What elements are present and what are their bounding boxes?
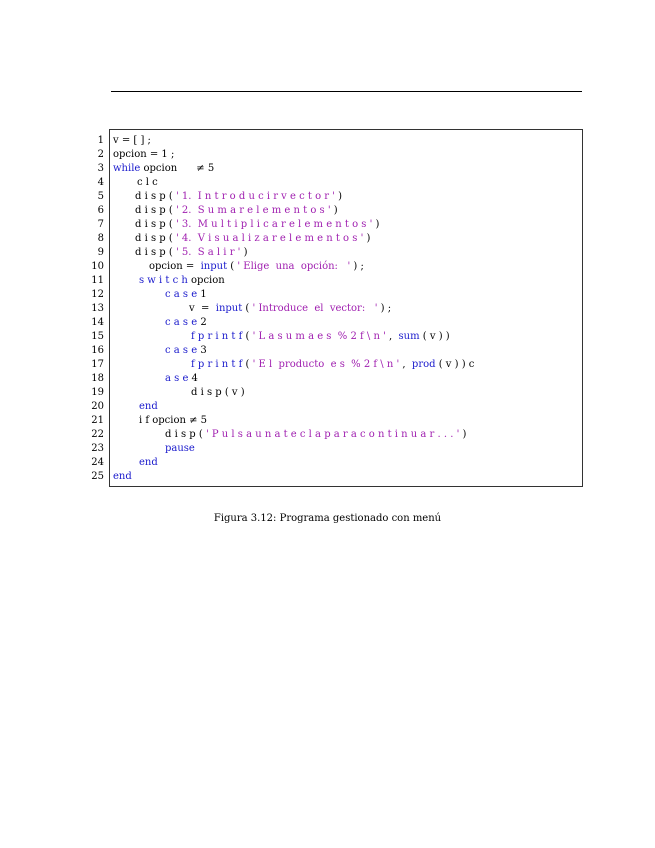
- code-token: ): [372, 219, 380, 230]
- code-line: [91, 400, 582, 414]
- code-token: ): [335, 191, 343, 202]
- line-number: 24: [91, 457, 104, 468]
- line-number: 12: [91, 289, 104, 300]
- line-number: 17: [91, 359, 104, 370]
- line-number: 16: [91, 345, 104, 356]
- keyword: prod: [411, 359, 436, 370]
- code-text: [165, 316, 207, 330]
- string-literal: ' Introduce el vector: ': [252, 303, 378, 314]
- code-line: [91, 428, 582, 442]
- code-text: [113, 470, 132, 484]
- code-token: d i s p (: [135, 247, 176, 258]
- code-line: [97, 232, 582, 246]
- code-token: d i s p (: [135, 219, 176, 230]
- code-token: i f opcion ≠ 5: [139, 415, 208, 426]
- line-number: 3: [97, 163, 104, 174]
- code-token: opcion: [187, 275, 225, 286]
- line-number: 14: [91, 317, 104, 328]
- keyword: f p r i n t f: [191, 359, 243, 370]
- code-line: [91, 288, 582, 302]
- code-token: (: [242, 359, 253, 370]
- code-line: [91, 414, 582, 428]
- line-number: 18: [91, 373, 104, 384]
- line-number: 22: [91, 429, 104, 440]
- top-rule: [111, 91, 582, 92]
- line-number: 10: [91, 261, 104, 272]
- code-line: [91, 316, 582, 330]
- line-number: 6: [97, 205, 104, 216]
- keyword: input: [215, 303, 243, 314]
- code-line: [91, 358, 582, 372]
- code-text: [113, 162, 214, 176]
- keyword: c a s e: [165, 289, 198, 300]
- code-line: [91, 386, 582, 400]
- code-text: [191, 358, 474, 372]
- keyword: s w i t c h: [139, 275, 188, 286]
- string-literal: ' E l producto e s % 2 f \ n ': [252, 359, 400, 370]
- code-token: ): [363, 233, 371, 244]
- line-number: 9: [97, 247, 104, 258]
- code-token: 4: [188, 373, 198, 384]
- code-text: [165, 372, 198, 386]
- code-text: [135, 246, 248, 260]
- code-token: opcion =: [149, 261, 201, 272]
- line-number: 5: [97, 191, 104, 202]
- keyword: f p r i n t f: [191, 331, 243, 342]
- line-number: 7: [97, 219, 104, 230]
- keyword: end: [113, 471, 132, 482]
- code-text: [139, 274, 225, 288]
- string-literal: ' L a s u m a e s % 2 f \ n ': [252, 331, 386, 342]
- code-line: [91, 330, 582, 344]
- code-text: [113, 148, 174, 162]
- code-token: opcion ≠ 5: [140, 163, 215, 174]
- code-text: [139, 400, 158, 414]
- string-literal: ' 1. I n t r o d u c i r v e c t o r ': [175, 191, 335, 202]
- line-number: 4: [97, 177, 104, 188]
- code-token: (: [242, 303, 253, 314]
- keyword: pause: [165, 443, 195, 454]
- line-number: 8: [97, 233, 104, 244]
- line-number: 21: [91, 415, 104, 426]
- code-line: [97, 134, 582, 148]
- line-number: 2: [97, 149, 104, 160]
- keyword: c a s e: [165, 317, 198, 328]
- keyword: end: [139, 401, 158, 412]
- code-text: [165, 344, 207, 358]
- code-text: [135, 232, 370, 246]
- code-line: [91, 274, 582, 288]
- code-text: [135, 204, 338, 218]
- code-token: d i s p (: [135, 191, 176, 202]
- code-text: [165, 288, 207, 302]
- keyword: a s e: [165, 373, 189, 384]
- keyword: input: [200, 261, 228, 272]
- line-number: 19: [91, 387, 104, 398]
- keyword: c a s e: [165, 345, 198, 356]
- code-token: ): [240, 247, 248, 258]
- code-line: [97, 148, 582, 162]
- code-token: 1: [197, 289, 207, 300]
- code-line: [91, 302, 582, 316]
- code-line: [97, 246, 582, 260]
- code-text: [113, 134, 151, 148]
- line-number: 23: [91, 443, 104, 454]
- keyword: sum: [398, 331, 420, 342]
- code-token: 3: [197, 345, 207, 356]
- code-token: d i s p (: [135, 205, 176, 216]
- string-literal: ' 5. S a l i r ': [175, 247, 241, 258]
- string-literal: ' 2. S u m a r e l e m e n t o s ': [175, 205, 331, 216]
- code-token: ,: [385, 331, 399, 342]
- code-text: [135, 190, 342, 204]
- code-text: [165, 442, 195, 456]
- code-text: [149, 260, 364, 274]
- code-text: [135, 218, 379, 232]
- code-line: [91, 456, 582, 470]
- line-number: 11: [91, 275, 104, 286]
- code-token: ( v ) ) c: [435, 359, 475, 370]
- code-text: [139, 456, 158, 470]
- figure-caption: Figura 3.12: Programa gestionado con menú: [213, 513, 442, 524]
- line-number: 15: [91, 331, 104, 342]
- string-literal: ' Elige una opción: ': [237, 261, 351, 272]
- code-token: ,: [399, 359, 412, 370]
- code-line: [91, 260, 582, 274]
- code-line: [97, 190, 582, 204]
- code-token: c l c: [137, 177, 158, 188]
- code-line: [91, 372, 582, 386]
- code-token: 2: [197, 317, 207, 328]
- string-literal: ' P u l s a u n a t e c l a p a r a c o n t i n u a r . . . ': [205, 429, 460, 440]
- code-token: d i s p (: [135, 233, 176, 244]
- code-line: [97, 162, 582, 176]
- code-line: [91, 344, 582, 358]
- code-text: [189, 302, 391, 316]
- code-text: [165, 428, 466, 442]
- code-token: d i s p (: [165, 429, 206, 440]
- code-line: [97, 218, 582, 232]
- code-line: [97, 204, 582, 218]
- code-token: d i s p ( v ): [191, 387, 245, 398]
- line-number: 25: [91, 471, 104, 482]
- line-number: 13: [91, 303, 104, 314]
- code-listing: [91, 129, 583, 487]
- keyword: end: [139, 457, 158, 468]
- string-literal: ' 4. V i s u a l i z a r e l e m e n t o s ': [175, 233, 364, 244]
- code-token: (: [227, 261, 238, 272]
- code-text: [191, 330, 450, 344]
- line-number: 20: [91, 401, 104, 412]
- line-number: 1: [97, 135, 104, 146]
- code-token: v =: [189, 303, 216, 314]
- code-token: opcion = 1 ;: [113, 149, 175, 160]
- code-line: [97, 176, 582, 190]
- code-line: [91, 442, 582, 456]
- code-token: v = [ ] ;: [113, 135, 151, 146]
- keyword: while: [113, 163, 141, 174]
- code-text: [139, 414, 207, 428]
- code-token: ) ;: [377, 303, 392, 314]
- code-text: [191, 386, 245, 400]
- code-token: ) ;: [350, 261, 364, 272]
- code-token: (: [242, 331, 253, 342]
- code-token: ): [459, 429, 467, 440]
- code-token: ( v ) ): [419, 331, 450, 342]
- code-line: [91, 470, 582, 484]
- code-text: [137, 176, 158, 190]
- string-literal: ' 3. M u l t i p l i c a r e l e m e n t o s ': [175, 219, 373, 230]
- code-token: ): [330, 205, 338, 216]
